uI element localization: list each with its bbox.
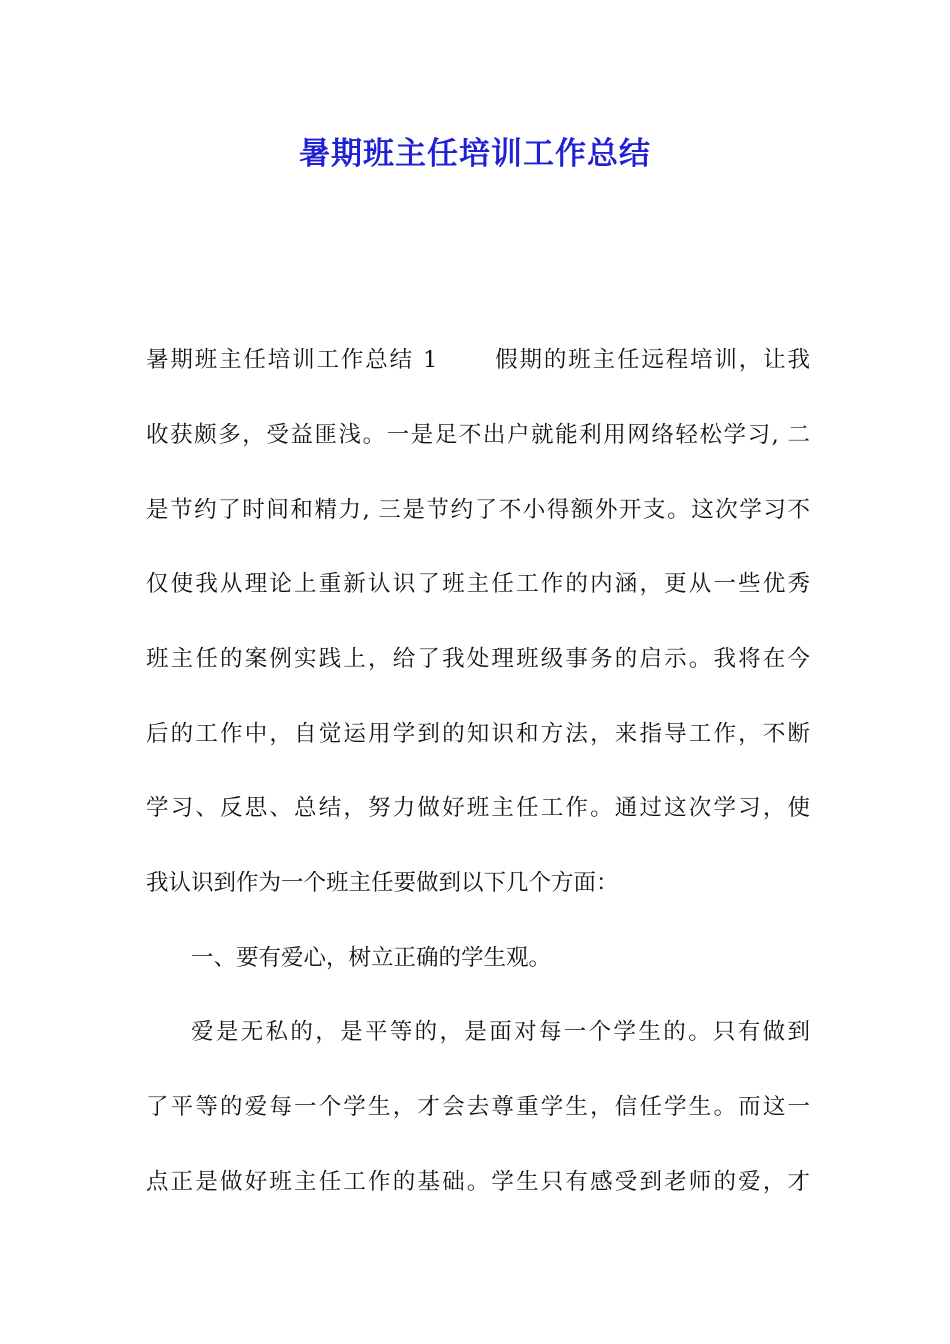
document-title: 暑期班主任培训工作总结 [299,136,651,172]
paragraph-line: 收获颇多，受益匪浅。一是足不出户就能利用网络轻松学习, 二 [146,422,810,448]
section-heading: 暑期班主任培训工作总结 1 [146,347,438,373]
paragraph-line [146,340,810,380]
paragraph-line: 我认识到作为一个班主任要做到以下几个方面： [146,870,619,896]
section-heading: 一、要有爱心，树立正确的学生观。 [191,945,552,971]
paragraph-text: 假期的班主任远程培训，让我 [493,347,810,373]
paragraph-line: 爱是无私的，是平等的，是面对每一个学生的。只有做到 [191,1019,810,1045]
paragraph-line: 班主任的案例实践上，给了我处理班级事务的启示。我将在今 [146,646,810,672]
paragraph-line: 点正是做好班主任工作的基础。学生只有感受到老师的爱，才 [146,1169,810,1195]
paragraph-line: 仅使我从理论上重新认识了班主任工作的内涵，更从一些优秀 [146,571,810,597]
paragraph-line: 是节约了时间和精力, 三是节约了不小得额外开支。这次学习不 [146,497,810,523]
paragraph-line: 了平等的爱每一个学生，才会去尊重学生，信任学生。而这一 [146,1094,810,1120]
paragraph-line: 学习、反思、总结，努力做好班主任工作。通过这次学习，使 [146,795,810,821]
paragraph-line: 后的工作中，自觉运用学到的知识和方法，来指导工作，不断 [146,721,810,747]
